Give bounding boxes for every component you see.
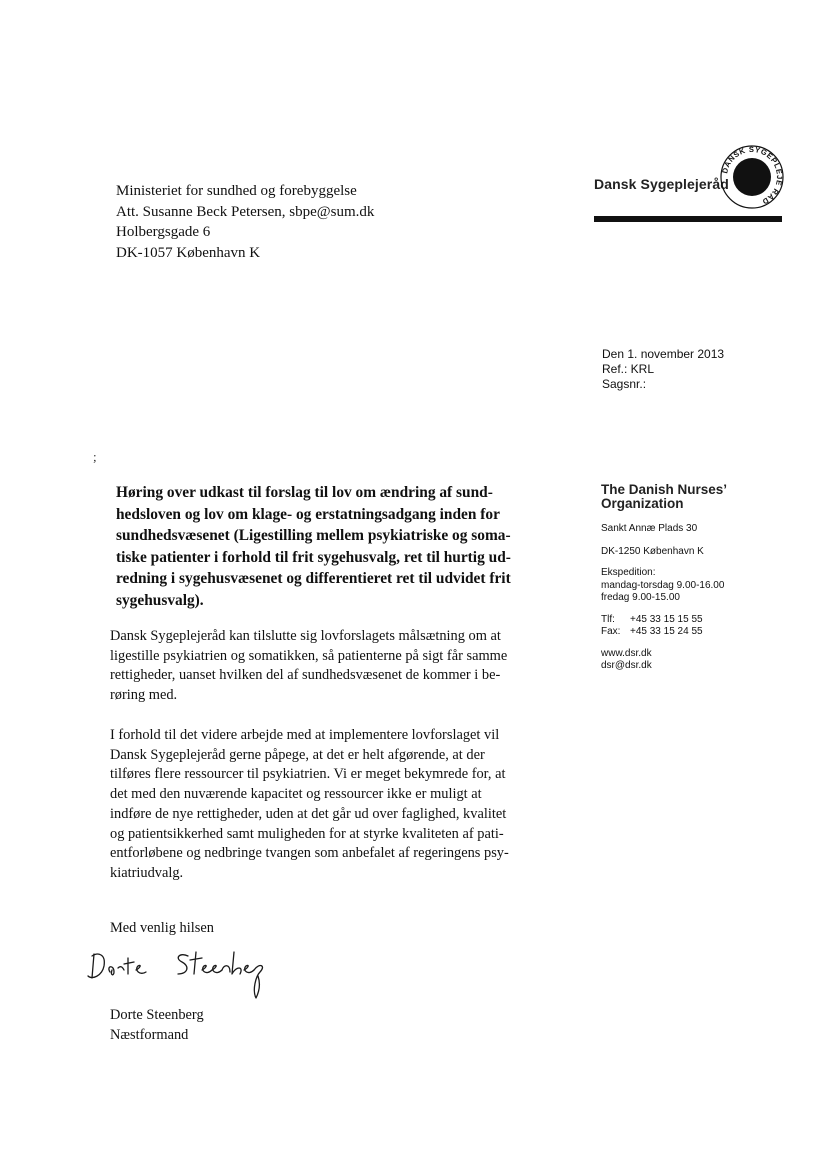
recipient-address bbox=[116, 181, 374, 263]
office-hours-friday: fredag 9.00-15.00 bbox=[601, 592, 680, 603]
fax-number: +45 33 15 24 55 bbox=[630, 626, 703, 637]
organization-city: DK-1250 København K bbox=[601, 545, 704, 557]
seal-logo-icon bbox=[719, 144, 785, 210]
letter-meta bbox=[602, 347, 724, 392]
signer-title: Næstformand bbox=[110, 1027, 189, 1043]
handwritten-signature bbox=[84, 946, 274, 1004]
organization-name-line: The Danish Nurses’ bbox=[601, 482, 728, 497]
recipient-line: Ministeriet for sundhed og forebyggelse bbox=[116, 183, 357, 199]
body-line: kiatriudvalg. bbox=[110, 864, 184, 881]
office-hours-label: Ekspedition: bbox=[601, 567, 656, 578]
body-line: og patientsikkerhed samt muligheden for at styrke kvaliteten af pati- bbox=[110, 825, 504, 842]
subject-line: Høring over udkast til forslag til lov om ændring af sund- bbox=[116, 484, 493, 501]
body-line: Dansk Sygeplejeråd kan tilslutte sig lovforslagets målsætning om at bbox=[110, 628, 501, 644]
phone-row bbox=[601, 614, 801, 627]
organization-name-line: Organization bbox=[601, 496, 684, 511]
body-line: Dansk Sygeplejeråd gerne påpege, at det er helt afgørende, at der bbox=[110, 746, 485, 763]
office-hours bbox=[601, 567, 801, 605]
signer-block bbox=[110, 1005, 204, 1045]
subject-line: sygehusvalg). bbox=[116, 591, 204, 609]
subject-line: tiske patienter i forhold til frit sygehusvalg, ret til hurtig ud- bbox=[116, 548, 511, 566]
organization-address: Sankt Annæ Plads 30 bbox=[601, 523, 698, 534]
subject-line: redning i sygehusvæsenet og differentieret ret til udvidet frit bbox=[116, 570, 511, 587]
body-line: rettigheder, uanset hvilken del af sundhedsvæsenet de kommer i be- bbox=[110, 667, 501, 684]
body-line: indføre de nye rettigheder, uden at det går ud over faglighed, kvalitet bbox=[110, 805, 507, 822]
organization-sidebar bbox=[601, 483, 801, 673]
recipient-line: Att. Susanne Beck Petersen, sbpe@sum.dk bbox=[116, 203, 375, 220]
contact-numbers bbox=[601, 614, 801, 639]
fax-label: Fax: bbox=[601, 626, 621, 637]
body-line: det med den nuværende kapacitet og ressourcer ikke er muligt at bbox=[110, 786, 482, 803]
body-line: entforløbene og nedbringe tvangen som anbefalet af regeringens psy- bbox=[110, 845, 509, 862]
web-contact bbox=[601, 648, 801, 673]
case-number: Sagsnr.: bbox=[602, 377, 647, 391]
body-line: tilføres flere ressourcer til psykiatrien. Vi er meget bekymrede for, at bbox=[110, 766, 506, 783]
stray-mark: ; bbox=[93, 449, 97, 464]
phone-label: Tlf: bbox=[601, 613, 615, 625]
letter-reference: Ref.: KRL bbox=[602, 362, 655, 376]
body-line: I forhold til det videre arbejde med at implementere lovforslaget vil bbox=[110, 727, 500, 743]
fax-row bbox=[601, 626, 801, 639]
svg-text:DANSK SYGEPLEJE RÅD: DANSK SYGEPLEJE RÅD bbox=[720, 144, 785, 207]
recipient-line: DK-1057 København K bbox=[116, 244, 261, 261]
closing-greeting: Med venlig hilsen bbox=[110, 920, 214, 936]
body-paragraph bbox=[110, 726, 568, 884]
subject-line: sundhedsvæsenet (Ligestilling mellem psykiatriske og soma- bbox=[116, 527, 511, 544]
logo-wordmark: Dansk Sygeplejeråd bbox=[594, 176, 729, 192]
letter-date: Den 1. november 2013 bbox=[602, 347, 725, 361]
phone-number: +45 33 15 15 55 bbox=[630, 613, 703, 625]
subject-line: hedsloven og lov om klage- og erstatningsadgang inden for bbox=[116, 505, 500, 523]
email: dsr@dsr.dk bbox=[601, 660, 652, 671]
office-hours-weekday: mandag-torsdag 9.00-16.00 bbox=[601, 579, 725, 591]
body-line: ligestille psykiatrien og somatikken, så patienterne på sigt får samme bbox=[110, 647, 508, 664]
letter-subject bbox=[116, 482, 566, 611]
body-paragraph bbox=[110, 627, 568, 706]
website: www.dsr.dk bbox=[601, 647, 652, 659]
body-line: røring med. bbox=[110, 687, 178, 704]
logo-rule bbox=[594, 216, 782, 222]
recipient-line: Holbergsgade 6 bbox=[116, 224, 211, 240]
signer-name: Dorte Steenberg bbox=[110, 1007, 204, 1023]
organization-name bbox=[601, 483, 801, 511]
